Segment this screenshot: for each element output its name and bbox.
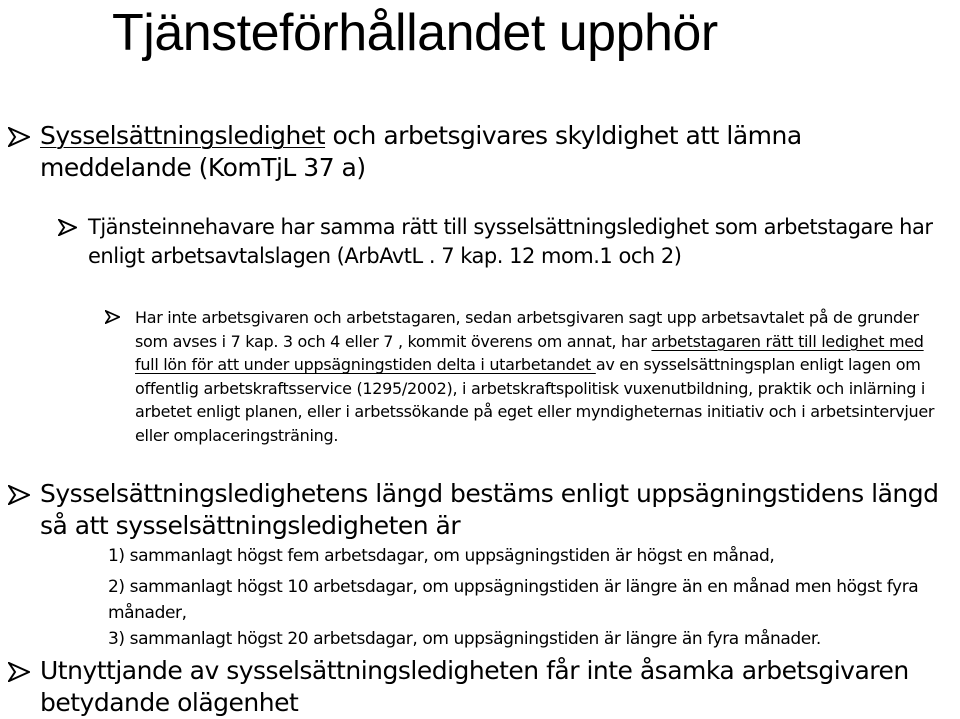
slide-title: Tjänsteförhållandet upphör: [112, 4, 718, 62]
arrowhead-icon: [58, 219, 77, 236]
bullet-har-inte-arbetsgivaren: [135, 306, 950, 447]
bullet-text: Tjänsteinnehavare har samma rätt till sysselsättningsledighet som arbetstagare har enligt arbetsavtalslagen (ArbAvtL . 7 kap. 12 mom.1 och 2): [88, 215, 933, 268]
bullet-text: Sysselsättningsledighetens längd bestäms enligt uppsägningstidens längd så att sysselsättningsledigheten är: [40, 479, 939, 540]
numbered-item-1: 1) sammanlagt högst fem arbetsdagar, om uppsägningstiden är högst en månad,: [108, 546, 775, 566]
bullet-text: Utnyttjande av sysselsättningsledigheten får inte åsamka arbetsgivaren betydande olägenhet: [40, 656, 909, 717]
underlined-term: Sysselsättningsledighet: [40, 121, 326, 150]
bullet-text: Har inte arbetsgivaren och arbetstagaren, sedan arbetsgivaren sagt upp arbetsavtalet på de grunder som avses i 7 kap. 3 och 4 eller 7 , kommit överens om annat, har arbetstagaren rätt till ledighet med full lön för att under uppsägningstiden delta i utarbetandet av en sysselsättningsplan enligt lagen om offentlig arbetskraftsservice (1295/2002), i arbetskraftspolitisk vuxenutbildning, praktik och inlärning i arbetet enligt planen, eller i arbetssökande på eget eller myndigheternas initiativ och i arbetsintervjuer eller omplaceringsträning.: [135, 308, 935, 445]
arrowhead-icon: [105, 310, 120, 324]
numbered-item-2: 2) sammanlagt högst 10 arbetsdagar, om uppsägningstiden är längre än en månad men högst fyra månader,: [108, 577, 919, 623]
bullet-text: Sysselsättningsledighet och arbetsgivares skyldighet att lämna meddelande (KomTjL 37 a): [40, 121, 802, 182]
arrowhead-icon: [8, 485, 30, 505]
arrowhead-icon: [8, 662, 30, 682]
bullet-sysselsattningsledighet: [40, 120, 945, 184]
bullet-tjansteinnehavare: [88, 213, 948, 271]
arrowhead-icon: [8, 127, 30, 147]
bullet-utnyttjande: [40, 655, 945, 719]
underlined-phrase: arbetstagaren rätt till ledighet med full lön för att under uppsägningstiden delta i utarbetandet: [135, 331, 924, 374]
numbered-item-3: 3) sammanlagt högst 20 arbetsdagar, om uppsägningstiden är längre än fyra månader.: [108, 629, 821, 649]
bullet-langd: [40, 478, 945, 542]
